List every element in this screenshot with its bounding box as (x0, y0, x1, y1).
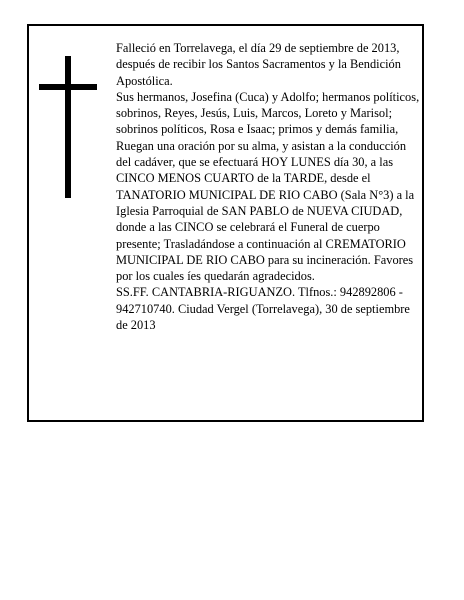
obituary-notice (27, 24, 424, 422)
notice-body (116, 40, 420, 333)
cross-vertical-bar (65, 56, 71, 198)
mourners-paragraph: Sus hermanos, Josefina (Cuca) y Adolfo; hermanos políticos, sobrinos, Reyes, Jesús, Luis, Marcos, Loreto y Marisol; sobrinos políticos, Rosa e Isaac; primos y demás familia, (116, 89, 420, 137)
cross-horizontal-bar (39, 84, 97, 90)
death-announcement-paragraph: Falleció en Torrelavega, el día 29 de septiembre de 2013, después de recibir los Santos Sacramentos y la Bendición Apostólica. (116, 41, 401, 88)
funeral-home-contact-paragraph: SS.FF. CANTABRIA-RIGUANZO. Tlfnos.: 942892806 - 942710740. Ciudad Vergel (Torrelavega), 30 de septiembre de 2013 (116, 285, 410, 333)
latin-cross-icon (39, 56, 97, 198)
funeral-details-paragraph: Ruegan una oración por su alma, y asistan a la conducción del cadáver, que se efectuará HOY LUNES día 30, a las CINCO MENOS CUARTO de la TARDE, desde el TANATORIO MUNICIPAL DE RIO CABO (Sala N°3) a la Iglesia Parroquial de SAN PABLO de NUEVA CIUDAD, donde a las CINCO se celebrará el Funeral de cuerpo presente; Trasladándose a continuación al CREMATORIO MUNICIPAL DE RIO CABO para su incineración. Favores por los cuales íes quedarán agradecidos. (116, 138, 415, 284)
